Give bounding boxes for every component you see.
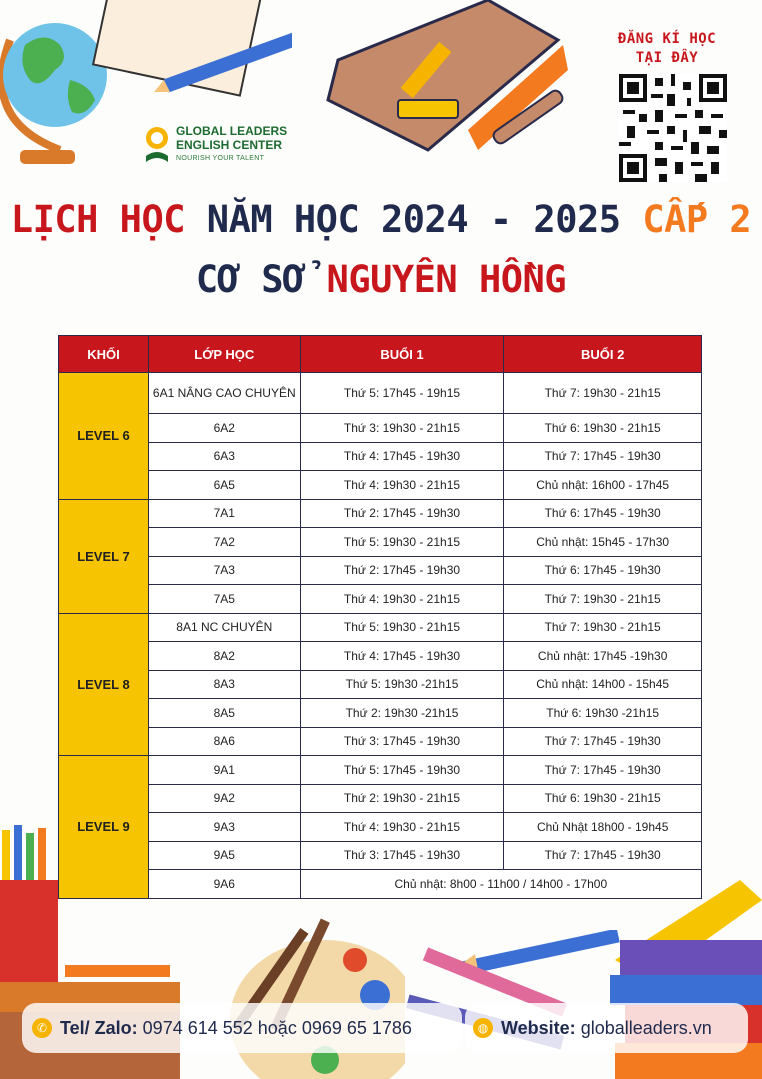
- class-cell: 9A6: [148, 870, 300, 899]
- class-cell: 8A1 NC CHUYÊN: [148, 613, 300, 642]
- notebook-pencil-illustration: [92, 0, 292, 110]
- class-cell: 6A3: [148, 442, 300, 471]
- session-1-cell: Thứ 3: 17h45 - 19h30: [300, 841, 504, 870]
- table-row: [59, 727, 702, 756]
- class-cell: 8A3: [148, 670, 300, 699]
- class-cell: 8A5: [148, 699, 300, 728]
- session-2-cell: Thứ 7: 17h45 - 19h30: [504, 727, 702, 756]
- level-cell: LEVEL 6: [59, 373, 149, 500]
- website-link[interactable]: globalleaders.vn: [575, 1017, 712, 1038]
- session-2-cell: Thứ 6: 19h30 -21h15: [504, 699, 702, 728]
- class-cell: 6A2: [148, 414, 300, 443]
- table-row: [59, 784, 702, 813]
- table-row: [59, 528, 702, 557]
- header-class: LỚP HỌC: [148, 336, 300, 373]
- website-label: Website:: [501, 1017, 576, 1038]
- level-cell: LEVEL 7: [59, 499, 149, 613]
- session-1-cell: Thứ 3: 19h30 - 21h15: [300, 414, 504, 443]
- session-1-cell: Thứ 2: 19h30 -21h15: [300, 699, 504, 728]
- session-2-cell: Chủ Nhật 18h00 - 19h45: [504, 813, 702, 842]
- class-cell: 8A6: [148, 727, 300, 756]
- contact-phone: [22, 1003, 462, 1053]
- session-2-cell: Chủ nhật: 16h00 - 17h45: [504, 471, 702, 500]
- session-2-cell: Thứ 7: 19h30 - 21h15: [504, 613, 702, 642]
- page-title: [0, 198, 762, 241]
- session-2-cell: Thứ 6: 19h30 - 21h15: [504, 784, 702, 813]
- logo-line-1: GLOBAL LEADERS: [176, 124, 288, 138]
- session-1-cell: Thứ 2: 17h45 - 19h30: [300, 556, 504, 585]
- table-row: [59, 499, 702, 528]
- register-line-2: TẠI ĐÂY: [635, 50, 699, 66]
- session-1-cell: Thứ 5: 19h30 - 21h15: [300, 528, 504, 557]
- class-cell: 7A2: [148, 528, 300, 557]
- title-part-3: CẤP 2: [642, 198, 752, 241]
- register-label: [608, 30, 726, 68]
- session-2-cell: Chủ nhật: 17h45 -19h30: [504, 642, 702, 671]
- title-part-1: LỊCH HỌC: [10, 198, 186, 241]
- contact-website: [465, 1003, 748, 1053]
- session-2-cell: Thứ 7: 19h30 - 21h15: [504, 585, 702, 614]
- session-1-cell: Thứ 5: 17h45 - 19h30: [300, 756, 504, 785]
- table-header-row: [59, 336, 702, 373]
- table-row: [59, 841, 702, 870]
- header-session-1: BUỔI 1: [300, 336, 504, 373]
- table-row: [59, 870, 702, 899]
- session-2-cell: Chủ nhật: 14h00 - 15h45: [504, 670, 702, 699]
- table-row: [59, 414, 702, 443]
- qr-code-icon[interactable]: [619, 74, 727, 182]
- class-cell: 9A3: [148, 813, 300, 842]
- level-cell: LEVEL 9: [59, 756, 149, 899]
- pencil-box-illustration: [318, 0, 578, 170]
- logo-tagline: NOURISH YOUR TALENT: [176, 155, 265, 162]
- register-line-1: ĐĂNG KÍ HỌC: [617, 31, 717, 47]
- table-row: [59, 756, 702, 785]
- subtitle-part-1: CƠ SỞ: [195, 258, 327, 301]
- class-cell: 9A5: [148, 841, 300, 870]
- session-2-cell: Thứ 7: 17h45 - 19h30: [504, 756, 702, 785]
- center-logo: [144, 124, 287, 166]
- page-subtitle: [0, 258, 762, 301]
- class-cell: 9A2: [148, 784, 300, 813]
- session-2-cell: Thứ 6: 17h45 - 19h30: [504, 556, 702, 585]
- class-cell: 8A2: [148, 642, 300, 671]
- session-1-cell: Thứ 4: 17h45 - 19h30: [300, 642, 504, 671]
- table-row: [59, 585, 702, 614]
- subtitle-part-2: NGUYÊN HỒNG: [326, 258, 567, 301]
- logo-icon: [144, 126, 170, 164]
- session-1-cell: Thứ 2: 17h45 - 19h30: [300, 499, 504, 528]
- session-1-cell: Thứ 4: 19h30 - 21h15: [300, 813, 504, 842]
- phone-label: Tel/ Zalo:: [60, 1017, 138, 1038]
- table-row: [59, 471, 702, 500]
- class-cell: 6A1 NÂNG CAO CHUYÊN: [148, 373, 300, 414]
- phone-value[interactable]: 0974 614 552 hoặc 0969 65 1786: [137, 1017, 412, 1038]
- session-2-cell: Thứ 6: 17h45 - 19h30: [504, 499, 702, 528]
- class-cell: 7A3: [148, 556, 300, 585]
- session-1-cell: Thứ 4: 19h30 - 21h15: [300, 585, 504, 614]
- table-row: [59, 373, 702, 414]
- table-row: [59, 556, 702, 585]
- session-2-cell: Thứ 7: 19h30 - 21h15: [504, 373, 702, 414]
- session-1-cell: Thứ 4: 19h30 - 21h15: [300, 471, 504, 500]
- session-1-cell: Thứ 3: 17h45 - 19h30: [300, 727, 504, 756]
- table-row: [59, 813, 702, 842]
- session-1-cell: Thứ 5: 19h30 - 21h15: [300, 613, 504, 642]
- phone-icon: ✆: [32, 1018, 52, 1038]
- class-cell: 7A1: [148, 499, 300, 528]
- class-cell: 6A5: [148, 471, 300, 500]
- session-2-cell: Thứ 7: 17h45 - 19h30: [504, 841, 702, 870]
- table-row: [59, 670, 702, 699]
- header-session-2: BUỔI 2: [504, 336, 702, 373]
- session-combined-cell: Chủ nhật: 8h00 - 11h00 / 14h00 - 17h00: [300, 870, 701, 899]
- title-part-2: NĂM HỌC 2024 - 2025: [185, 198, 643, 241]
- table-row: [59, 442, 702, 471]
- schedule-table: [58, 335, 702, 899]
- table-row: [59, 642, 702, 671]
- session-2-cell: Thứ 6: 19h30 - 21h15: [504, 414, 702, 443]
- table-row: [59, 613, 702, 642]
- session-1-cell: Thứ 5: 17h45 - 19h15: [300, 373, 504, 414]
- session-2-cell: Thứ 7: 17h45 - 19h30: [504, 442, 702, 471]
- session-1-cell: Thứ 5: 19h30 -21h15: [300, 670, 504, 699]
- class-cell: 9A1: [148, 756, 300, 785]
- table-row: [59, 699, 702, 728]
- level-cell: LEVEL 8: [59, 613, 149, 756]
- globe-icon: ◍: [473, 1018, 493, 1038]
- session-1-cell: Thứ 2: 19h30 - 21h15: [300, 784, 504, 813]
- logo-line-2: ENGLISH CENTER: [176, 138, 283, 152]
- session-1-cell: Thứ 4: 17h45 - 19h30: [300, 442, 504, 471]
- class-cell: 7A5: [148, 585, 300, 614]
- session-2-cell: Chủ nhật: 15h45 - 17h30: [504, 528, 702, 557]
- header-grade: KHỐI: [59, 336, 149, 373]
